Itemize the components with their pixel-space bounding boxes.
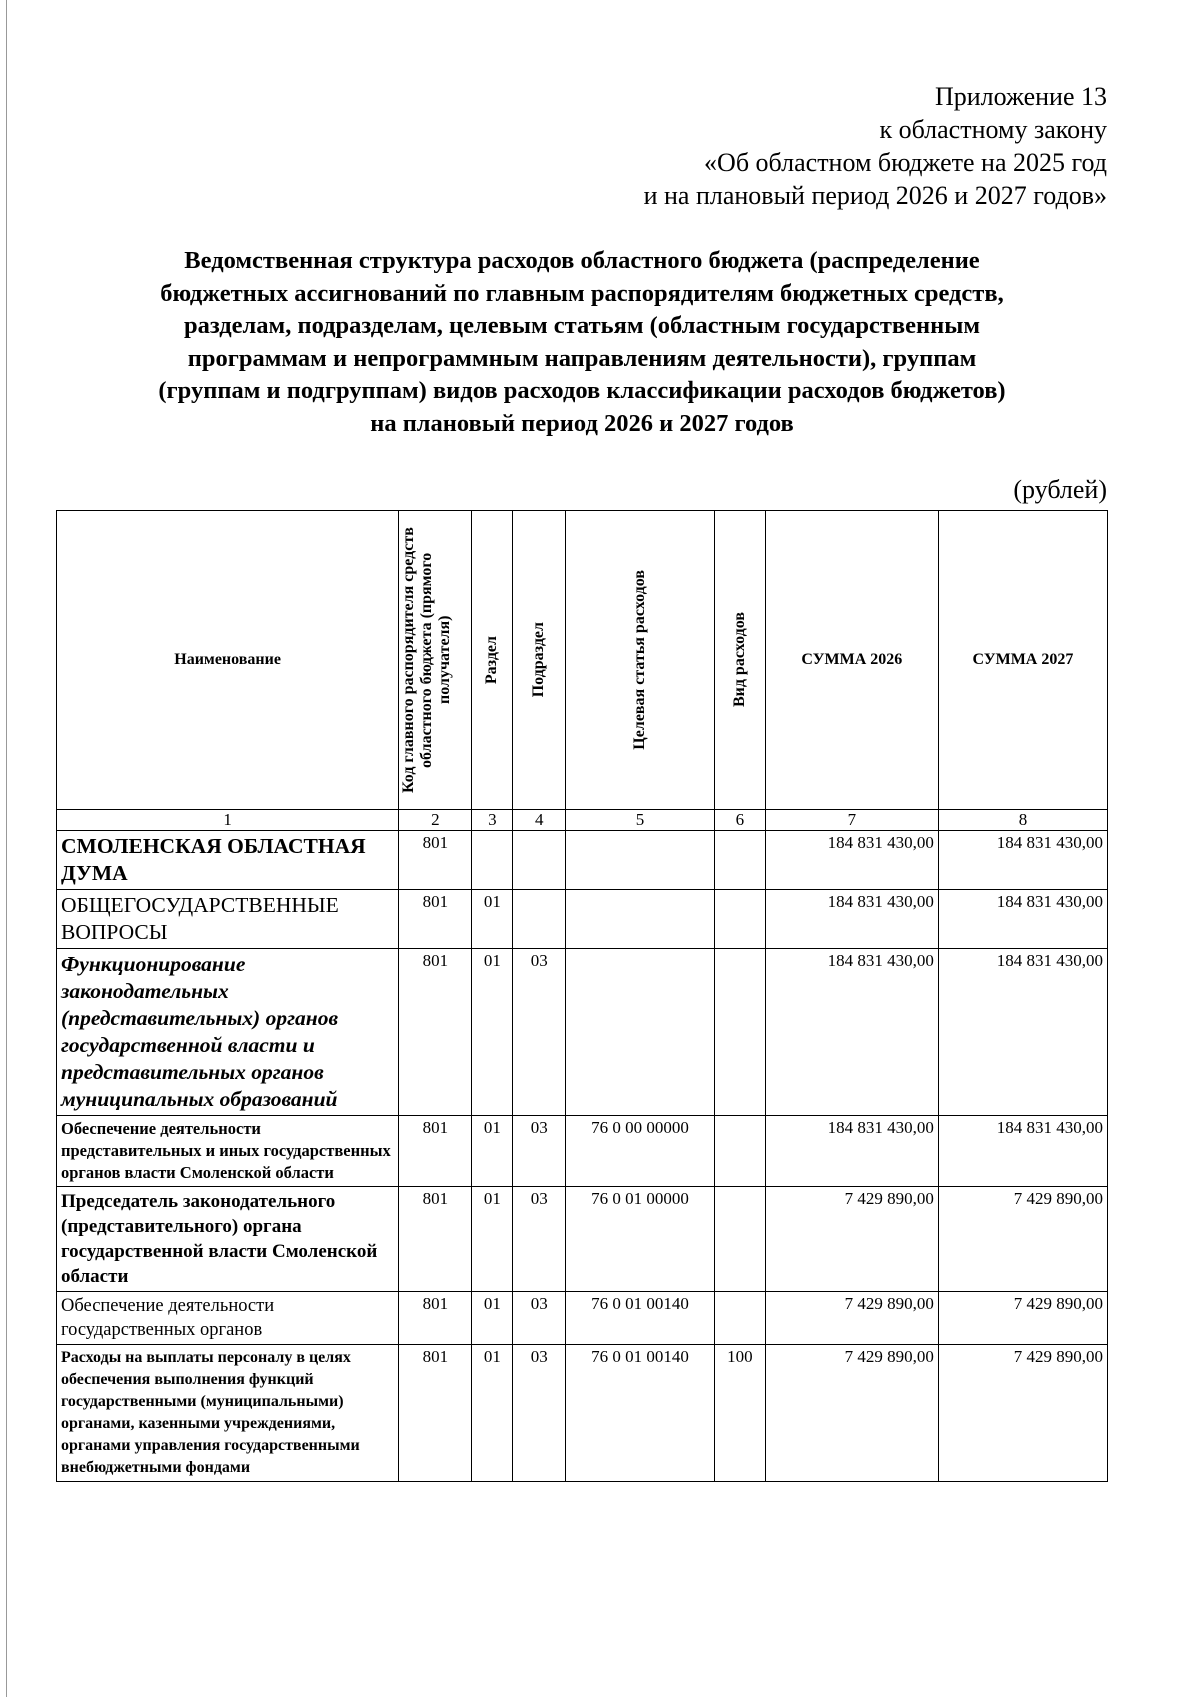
row-name: Расходы на выплаты персоналу в целях обеспечения выполнения функций государственными (муниципальными) органами, казенными учреждениями, органами управления государственными внебюджетными фондами xyxy=(57,1345,399,1482)
header-sum-2026: СУММА 2026 xyxy=(765,511,938,810)
col-num-7: 7 xyxy=(765,810,938,831)
row-subsection: 03 xyxy=(513,1345,566,1482)
row-admin-code: 801 xyxy=(399,1292,472,1345)
row-name: ОБЩЕГОСУДАРСТВЕННЫЕ ВОПРОСЫ xyxy=(57,890,399,949)
col-num-6: 6 xyxy=(714,810,765,831)
table-row xyxy=(57,890,1108,949)
document-title xyxy=(60,245,1104,440)
row-name: Председатель законодательного (представительного) органа государственной власти Смоленской области xyxy=(57,1187,399,1292)
row-target: 76 0 01 00140 xyxy=(566,1292,715,1345)
header-target: Целевая статья расходов xyxy=(566,511,715,810)
row-admin-code: 801 xyxy=(399,1345,472,1482)
row-sum-2027: 184 831 430,00 xyxy=(938,890,1107,949)
row-sum-2027: 184 831 430,00 xyxy=(938,831,1107,890)
title-line-3: разделам, подразделам, целевым статьям (областным государственным xyxy=(183,312,981,339)
row-subsection: 03 xyxy=(513,1116,566,1187)
row-sum-2026: 7 429 890,00 xyxy=(765,1187,938,1292)
row-sum-2026: 7 429 890,00 xyxy=(765,1292,938,1345)
col-num-1: 1 xyxy=(57,810,399,831)
col-num-3: 3 xyxy=(472,810,513,831)
col-num-4: 4 xyxy=(513,810,566,831)
appendix-block xyxy=(644,80,1107,212)
row-target xyxy=(566,831,715,890)
row-section: 01 xyxy=(472,1116,513,1187)
row-type xyxy=(714,831,765,890)
title-line-2: бюджетных ассигнований по главным распорядителям бюджетных средств, xyxy=(160,279,1004,307)
row-section: 01 xyxy=(472,949,513,1116)
budget-table xyxy=(56,510,1108,1482)
row-type xyxy=(714,890,765,949)
row-sum-2026: 184 831 430,00 xyxy=(765,1116,938,1187)
row-section xyxy=(472,831,513,890)
row-admin-code: 801 xyxy=(399,831,472,890)
row-admin-code: 801 xyxy=(399,949,472,1116)
table-row xyxy=(57,1292,1108,1345)
row-target xyxy=(566,890,715,949)
row-sum-2027: 184 831 430,00 xyxy=(938,1116,1107,1187)
row-name: Функционирование законодательных (представительных) органов государственной власти и представительных органов муниципальных образований xyxy=(57,949,399,1116)
row-type xyxy=(714,1116,765,1187)
title-line-5: (группам и подгруппам) видов расходов классификации расходов бюджетов) xyxy=(158,377,1006,404)
col-num-2: 2 xyxy=(399,810,472,831)
table-row xyxy=(57,831,1108,890)
row-admin-code: 801 xyxy=(399,1187,472,1292)
row-sum-2026: 184 831 430,00 xyxy=(765,890,938,949)
header-type: Вид расходов xyxy=(714,511,765,810)
header-row xyxy=(57,511,1108,810)
column-number-row xyxy=(57,810,1108,831)
row-section: 01 xyxy=(472,1345,513,1482)
row-type xyxy=(714,1292,765,1345)
row-section: 01 xyxy=(472,890,513,949)
header-admin-code: Код главного распорядителя средств областного бюджета (прямого получателя) xyxy=(399,511,472,810)
row-sum-2027: 184 831 430,00 xyxy=(938,949,1107,1116)
appendix-line-2: к областному закону xyxy=(879,115,1107,144)
row-sum-2027: 7 429 890,00 xyxy=(938,1292,1107,1345)
row-sum-2026: 184 831 430,00 xyxy=(765,831,938,890)
header-section: Раздел xyxy=(472,511,513,810)
units-label: (рублей) xyxy=(1013,475,1107,504)
title-line-6: на плановый период 2026 и 2027 годов xyxy=(370,409,794,437)
header-subsection: Подраздел xyxy=(513,511,566,810)
row-target: 76 0 01 00000 xyxy=(566,1187,715,1292)
row-name: Обеспечение деятельности государственных органов xyxy=(57,1292,399,1345)
header-name: Наименование xyxy=(57,511,399,810)
row-type xyxy=(714,949,765,1116)
row-admin-code: 801 xyxy=(399,1116,472,1187)
header-sum-2027: СУММА 2027 xyxy=(938,511,1107,810)
title-line-1: Ведомственная структура расходов областного бюджета (распределение xyxy=(184,247,980,274)
table-row xyxy=(57,949,1108,1116)
row-subsection xyxy=(513,890,566,949)
row-subsection: 03 xyxy=(513,1292,566,1345)
row-sum-2027: 7 429 890,00 xyxy=(938,1187,1107,1292)
row-type: 100 xyxy=(714,1345,765,1482)
table-row xyxy=(57,1187,1108,1292)
appendix-line-4: и на плановый период 2026 и 2027 годов» xyxy=(643,181,1107,210)
appendix-line-1: Приложение 13 xyxy=(934,82,1107,111)
row-target xyxy=(566,949,715,1116)
row-section: 01 xyxy=(472,1292,513,1345)
row-section: 01 xyxy=(472,1187,513,1292)
row-sum-2027: 7 429 890,00 xyxy=(938,1345,1107,1482)
row-target: 76 0 01 00140 xyxy=(566,1345,715,1482)
row-admin-code: 801 xyxy=(399,890,472,949)
row-sum-2026: 184 831 430,00 xyxy=(765,949,938,1116)
col-num-5: 5 xyxy=(566,810,715,831)
row-type xyxy=(714,1187,765,1292)
title-line-4: программам и непрограммным направлениям деятельности), группам xyxy=(187,344,977,372)
row-subsection xyxy=(513,831,566,890)
row-name: Обеспечение деятельности представительных и иных государственных органов власти Смоленской области xyxy=(57,1116,399,1187)
col-num-8: 8 xyxy=(938,810,1107,831)
table-row xyxy=(57,1345,1108,1482)
appendix-line-3: «Об областном бюджете на 2025 год xyxy=(704,148,1107,177)
table-row xyxy=(57,1116,1108,1187)
row-name: СМОЛЕНСКАЯ ОБЛАСТНАЯ ДУМА xyxy=(57,831,399,890)
row-sum-2026: 7 429 890,00 xyxy=(765,1345,938,1482)
row-target: 76 0 00 00000 xyxy=(566,1116,715,1187)
page-edge-line xyxy=(6,0,7,1697)
row-subsection: 03 xyxy=(513,1187,566,1292)
row-subsection: 03 xyxy=(513,949,566,1116)
